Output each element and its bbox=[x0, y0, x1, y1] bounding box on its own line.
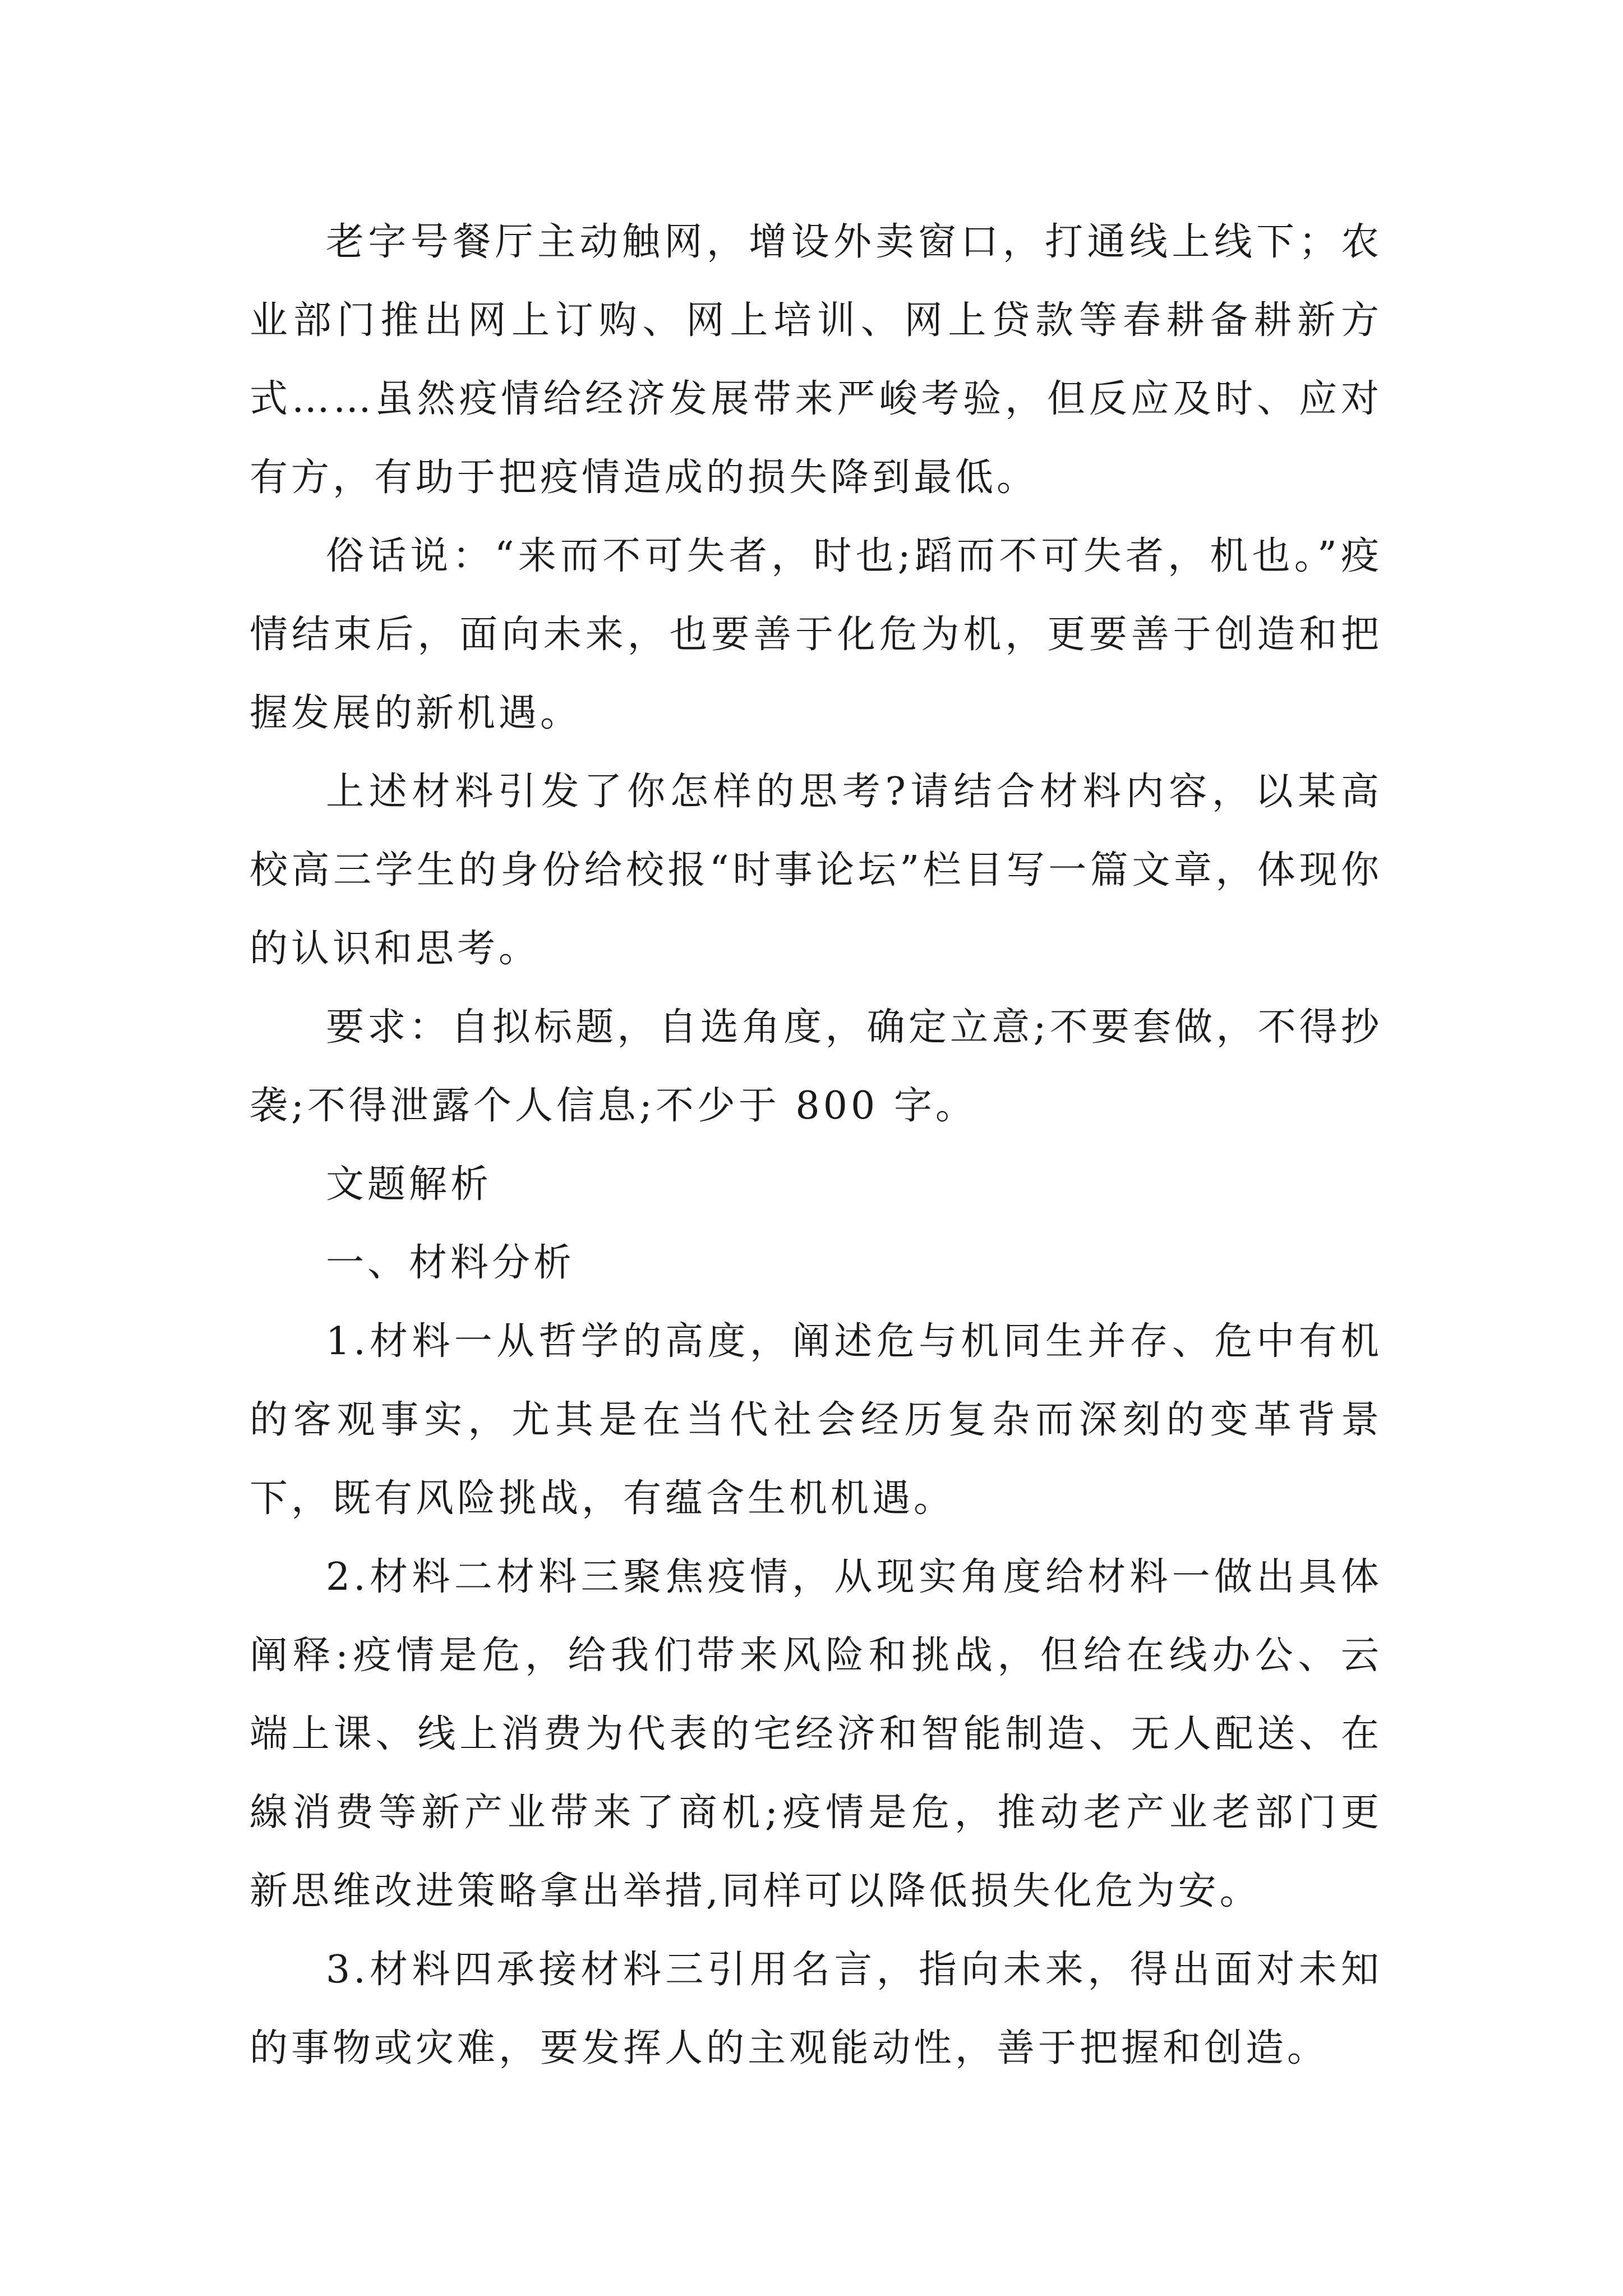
section-heading-analysis: 文题解析 bbox=[326, 1162, 492, 1207]
analysis-point-1: 1.材料一从哲学的高度，阐述危与机同生并存、危中有机的客观事实，尤其是在当代社会经历复杂而深刻的变革背景下，既有风险挑战，有蕴含生机机遇。 bbox=[250, 1319, 1382, 1521]
paragraph-requirements: 要求：自拟标题，自选角度，确定立意;不要套做，不得抄袭;不得泄露个人信息;不少于 800 字。 bbox=[250, 1005, 1382, 1128]
analysis-point-2: 2.材料二材料三聚焦疫情，从现实角度给材料一做出具体阐释:疫情是危，给我们带来风险和挑战，但给在线办公、云端上课、线上消费为代表的宅经济和智能制造、无人配送、在線消费等新产业带来了商机;疫情是危，推动老产业老部门更新思维改进策略拿出举措,同样可以降低损失化危为安。 bbox=[250, 1555, 1382, 1913]
subsection-heading-material-analysis: 一、材料分析 bbox=[326, 1241, 575, 1285]
paragraph-takeout-and-farming: 老字号餐厅主动触网，增设外卖窗口，打通线上线下；农业部门推出网上订购、网上培训、网上贷款等春耕备耕新方式……虽然疫情给经济发展带来严峻考验，但反应及时、应对有方，有助于把疫情造成的损失降到最低。 bbox=[250, 220, 1382, 500]
paragraph-proverb: 俗话说：“来而不可失者，时也;蹈而不可失者，机也。”疫情结束后，面向未来，也要善于化危为机，更要善于创造和把握发展的新机遇。 bbox=[250, 534, 1382, 735]
analysis-point-3: 3.材料四承接材料三引用名言，指向未来，得出面对未知的事物或灾难，要发挥人的主观能动性，善于把握和创造。 bbox=[250, 1948, 1382, 2070]
paragraph-writing-prompt: 上述材料引发了你怎样的思考?请结合材料内容，以某高校高三学生的身份给校报“时事论坛”栏目写一篇文章，体现你的认识和思考。 bbox=[250, 770, 1382, 971]
document-body bbox=[250, 203, 1382, 2088]
